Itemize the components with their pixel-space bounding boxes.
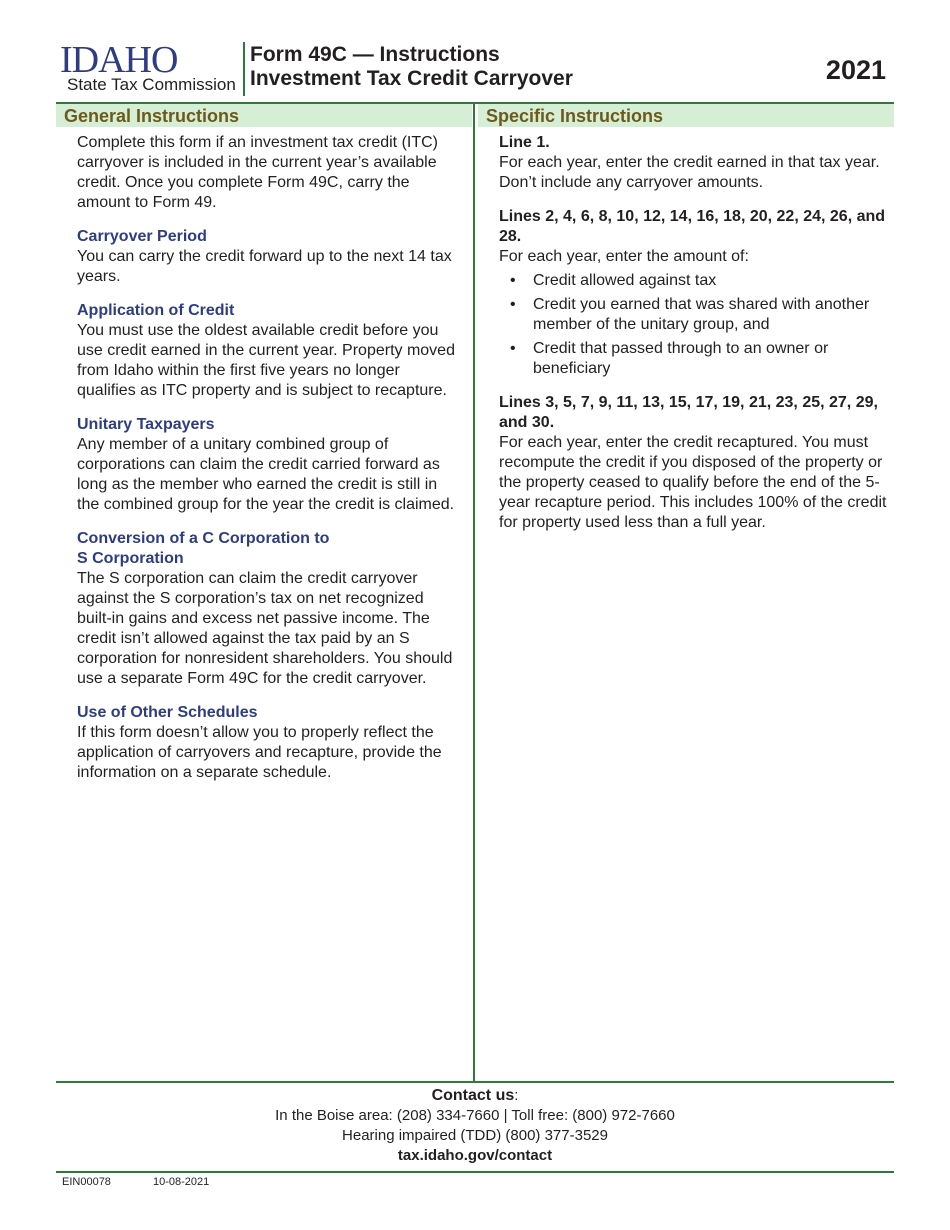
odd-lines-instructions [499, 393, 894, 533]
section-unitary-taxpayers [77, 415, 457, 515]
form-title-line1: Form 49C — Instructions [250, 43, 500, 66]
section-title: Application of Credit [77, 302, 235, 319]
even-lines-intro: For each year, enter the amount of: [499, 248, 749, 265]
form-title [250, 43, 573, 91]
bullet-icon: • [510, 272, 516, 289]
even-lines-bullet-list [499, 271, 894, 379]
section-title: Use of Other Schedules [77, 704, 258, 721]
line1-title: Line 1. [499, 134, 550, 151]
list-item [499, 271, 894, 291]
general-instructions-column [77, 133, 457, 797]
logo-subtitle: State Tax Commission [67, 75, 236, 94]
line1-body: For each year, enter the credit earned in that tax year. Don’t include any carryover amounts. [499, 154, 880, 191]
contact-tdd-line: Hearing impaired (TDD) (800) 377-3529 [342, 1127, 608, 1144]
header-divider [243, 42, 245, 96]
contact-block [56, 1086, 894, 1166]
form-code: EIN00078 [62, 1176, 111, 1188]
specific-instructions-heading: Specific Instructions [478, 104, 894, 127]
section-body: You can carry the credit forward up to the next 14 tax years. [77, 248, 452, 285]
form-title-line2: Investment Tax Credit Carryover [250, 67, 573, 90]
section-title: Carryover Period [77, 228, 207, 245]
section-title: Unitary Taxpayers [77, 416, 215, 433]
section-title-line1: Conversion of a C Corporation to [77, 530, 330, 547]
contact-heading-colon: : [514, 1087, 519, 1104]
contact-heading-row [56, 1086, 894, 1106]
section-carryover-period [77, 227, 457, 287]
section-application-of-credit [77, 301, 457, 401]
idaho-logo-wordmark: IDAHO [60, 39, 178, 81]
general-intro: Complete this form if an investment tax credit (ITC) carryover is included in the current year’s available credit. Once you complete Form 49C, carry the amount to Form 49. [77, 134, 438, 211]
list-item-text: Credit that passed through to an owner or beneficiary [533, 340, 829, 377]
footer-bottom-divider [56, 1171, 894, 1173]
section-other-schedules [77, 703, 457, 783]
section-c-to-s-conversion [77, 529, 457, 689]
section-title-line2: S Corporation [77, 550, 184, 567]
line1-instructions [499, 133, 894, 193]
contact-website-link[interactable]: tax.idaho.gov/contact [397, 1147, 553, 1164]
odd-lines-body: For each year, enter the credit recaptured. You must recompute the credit if you disposed of the property or the property ceased to qualify before the end of the 5-year recapture period. This includes 100% of the credit for property used less than a full year. [499, 434, 887, 531]
section-body: You must use the oldest available credit before you use credit earned in the current year. Property moved from Idaho within the first five years no longer qualifies as ITC property and is subject to recapture. [77, 322, 455, 399]
list-item [499, 295, 894, 335]
list-item [499, 339, 894, 379]
contact-phone-line: In the Boise area: (208) 334-7660 | Toll free: (800) 972-7660 [275, 1107, 675, 1124]
section-body: If this form doesn’t allow you to properly reflect the application of carryovers and recapture, provide the information on a separate schedule. [77, 724, 442, 781]
even-lines-instructions [499, 207, 894, 379]
column-divider [473, 104, 475, 1082]
odd-lines-title: Lines 3, 5, 7, 9, 11, 13, 15, 17, 19, 21, 23, 25, 27, 29, and 30. [499, 394, 878, 431]
contact-heading: Contact us [431, 1087, 515, 1104]
revision-date: 10-08-2021 [153, 1176, 210, 1188]
section-body: The S corporation can claim the credit carryover against the S corporation’s tax on net recognized built-in gains and excess net passive income. The credit isn’t allowed against the tax paid by an S corporation for nonresident shareholders. You should use a separate Form 49C for the credit carryover. [77, 570, 453, 687]
general-instructions-heading: General Instructions [56, 104, 472, 127]
footer-divider [56, 1081, 894, 1083]
list-item-text: Credit you earned that was shared with another member of the unitary group, and [533, 296, 870, 333]
section-body: Any member of a unitary combined group of corporations can claim the credit carried forward as long as the member who earned the credit is still in the combined group for the year the credit is claimed. [77, 436, 455, 513]
bullet-icon: • [510, 340, 516, 357]
even-lines-title: Lines 2, 4, 6, 8, 10, 12, 14, 16, 18, 20, 22, 24, 26, and 28. [499, 208, 886, 245]
list-item-text: Credit allowed against tax [533, 272, 717, 289]
bullet-icon: • [510, 296, 516, 313]
form-year: 2021 [825, 55, 886, 85]
specific-instructions-column [499, 133, 894, 547]
